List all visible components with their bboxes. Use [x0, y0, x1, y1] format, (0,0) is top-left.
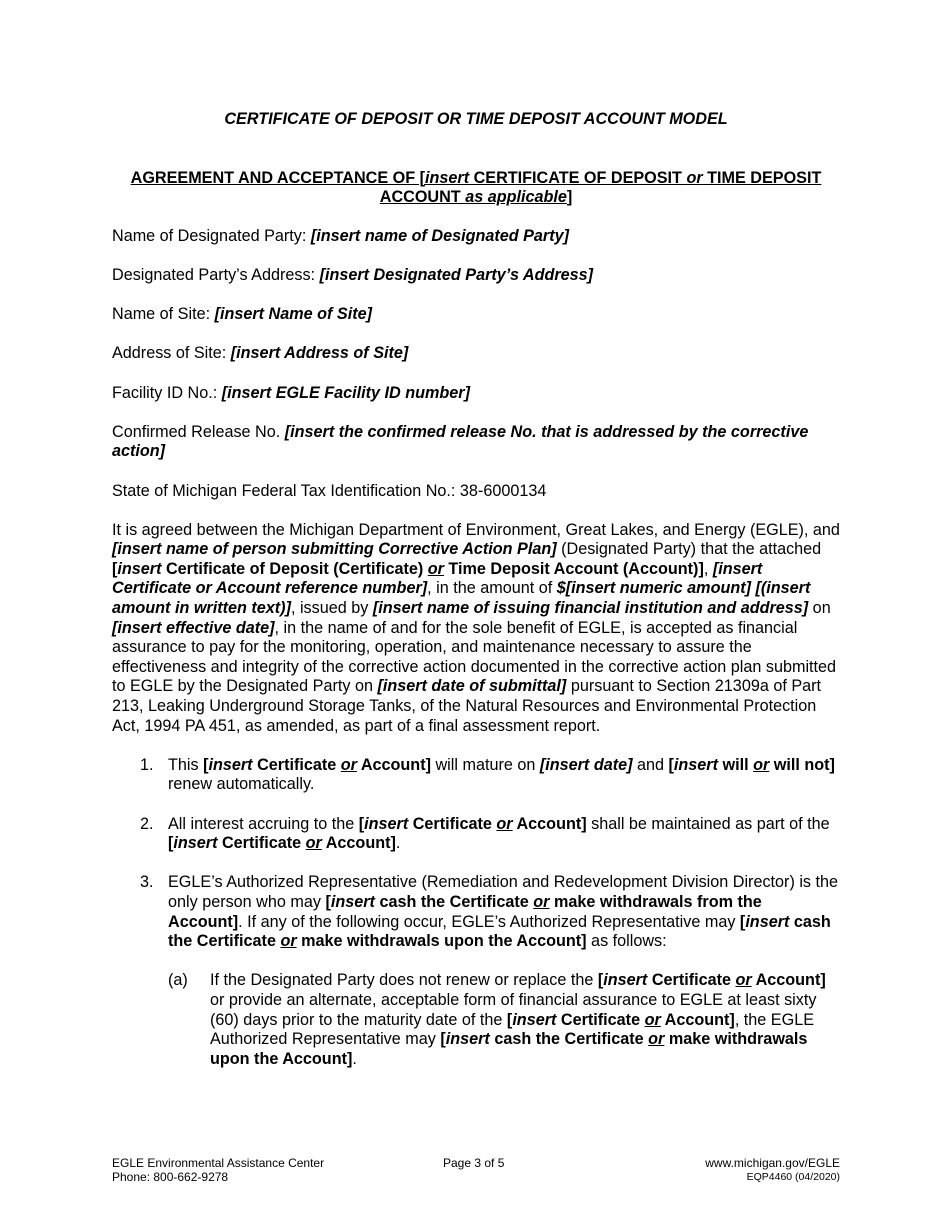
- placeholder-run: Time Deposit Account (Account)]: [443, 559, 704, 578]
- placeholder-or: or: [280, 932, 297, 951]
- placeholder-run: $[insert numeric amount] [(insert amount in written text)]: [112, 579, 811, 618]
- site-address-field: [112, 344, 840, 364]
- placeholder-run: [insert date]: [539, 755, 633, 774]
- list-item-1: [112, 756, 840, 795]
- placeholder-run: insert: [603, 971, 648, 990]
- placeholder-run: [: [112, 559, 118, 578]
- placeholder-run: insert: [330, 892, 375, 911]
- list-number: 1.: [140, 755, 154, 774]
- placeholder-run: Certificate: [408, 814, 497, 833]
- placeholder-run: Account]: [356, 755, 431, 774]
- agreement-heading: [112, 169, 840, 208]
- text-run: , in the amount of: [427, 579, 557, 598]
- field-placeholder: [insert the confirmed release No. that is addressed by the corrective action]: [112, 422, 809, 461]
- placeholder-run: Account]: [751, 971, 826, 990]
- field-placeholder: [insert Address of Site]: [230, 344, 409, 363]
- placeholder-run: [: [203, 755, 209, 774]
- tax-id-field: State of Michigan Federal Tax Identification No.: 38-6000134: [112, 481, 547, 500]
- document-page: [112, 110, 840, 1069]
- placeholder-or: or: [644, 1010, 661, 1029]
- placeholder-run: [: [168, 834, 174, 853]
- placeholder-run: [insert effective date]: [112, 618, 275, 637]
- text-run: All interest accruing to the: [168, 814, 359, 833]
- placeholder-run: [insert name of issuing financial institution and address]: [372, 599, 809, 618]
- agreement-heading-part: AGREEMENT AND ACCEPTANCE OF [: [130, 168, 425, 187]
- text-run: , the EGLE Authorized Representative may: [210, 1010, 814, 1049]
- placeholder-run: Account]: [512, 814, 587, 833]
- text-run: as follows:: [586, 932, 667, 951]
- placeholder-run: [insert date of submittal]: [377, 677, 567, 696]
- text-run: .: [352, 1049, 357, 1068]
- field-placeholder: [insert name of Designated Party]: [310, 226, 570, 245]
- text-run: , issued by: [290, 599, 373, 618]
- placeholder-run: Certificate: [217, 834, 306, 853]
- designated-party-field: [112, 227, 840, 247]
- text-run: This: [168, 755, 204, 774]
- placeholder-run: Certificate of Deposit (Certificate): [161, 559, 428, 578]
- placeholder-run: [: [668, 755, 674, 774]
- text-run: pursuant to Section 21309a of Part 213, Leaking Underground Storage Tanks, of the Natural Resources and Environmental Protection Act, 1994 PA 451, as amended, as part of a final assessment report.: [112, 677, 822, 735]
- footer-right: [705, 1156, 840, 1184]
- sub-item-label: (a): [168, 971, 188, 990]
- text-run: on: [808, 599, 831, 618]
- placeholder-run: Account]: [321, 834, 396, 853]
- facility-id-field: [112, 384, 840, 404]
- placeholder-run: [: [325, 892, 331, 911]
- text-run: renew automatically.: [168, 775, 315, 794]
- placeholder-or: or: [533, 892, 550, 911]
- placeholder-run: cash the Certificate: [168, 912, 831, 951]
- site-name-field: [112, 305, 840, 325]
- designated-party-address-field: [112, 266, 840, 286]
- footer-form-id: EQP4460 (04/2020): [746, 1171, 840, 1183]
- placeholder-run: [: [739, 912, 746, 931]
- list-number: 3.: [140, 873, 154, 892]
- placeholder-or: or: [305, 834, 322, 853]
- field-placeholder: [insert EGLE Facility ID number]: [221, 383, 470, 402]
- text-run: .: [395, 834, 401, 853]
- placeholder-run: insert: [173, 834, 218, 853]
- document-title: CERTIFICATE OF DEPOSIT OR TIME DEPOSIT ACCOUNT MODEL: [224, 110, 728, 128]
- agreement-heading-insert: insert: [425, 168, 470, 187]
- placeholder-or: or: [735, 971, 752, 990]
- sub-item-a: [112, 971, 840, 1069]
- placeholder-run: Certificate: [556, 1010, 645, 1029]
- placeholder-run: Account]: [660, 1010, 735, 1029]
- text-run: . If any of the following occur, EGLE’s Authorized Representative may: [238, 912, 740, 931]
- agreement-heading-part: CERTIFICATE OF DEPOSIT: [469, 168, 687, 187]
- field-label: Facility ID No.:: [112, 383, 222, 402]
- field-label: Name of Designated Party:: [112, 226, 311, 245]
- agreement-paragraph: [112, 521, 840, 737]
- text-run: It is agreed between the Michigan Department of Environment, Great Lakes, and Energy (EGLE), and: [112, 520, 840, 539]
- text-run: EGLE’s Authorized Representative (Remediation and Redevelopment Division Director) is the only person who may: [168, 873, 839, 911]
- footer-page-number: Page 3 of 5: [443, 1156, 505, 1170]
- placeholder-run: insert: [512, 1010, 557, 1029]
- numbered-list: [112, 756, 840, 952]
- list-number: 2.: [140, 814, 154, 833]
- list-item-3: [112, 873, 840, 951]
- placeholder-run: insert: [445, 1030, 490, 1049]
- placeholder-run: Certificate: [647, 971, 736, 990]
- footer-website: www.michigan.gov/EGLE: [705, 1156, 840, 1170]
- placeholder-run: [: [597, 971, 604, 990]
- list-item-2: [112, 815, 840, 854]
- text-run: will mature on: [430, 755, 540, 774]
- placeholder-run: make withdrawals upon the Account]: [210, 1030, 808, 1068]
- text-run: If the Designated Party does not renew or replace the: [210, 971, 598, 990]
- agreement-heading-part: TIME DEPOSIT ACCOUNT: [379, 168, 822, 207]
- field-label: Address of Site:: [112, 344, 231, 363]
- field-label: Designated Party’s Address:: [112, 265, 320, 284]
- footer-left: [112, 1156, 324, 1184]
- placeholder-run: will not]: [769, 755, 835, 774]
- placeholder-or: or: [496, 814, 513, 833]
- placeholder-run: will: [718, 755, 754, 774]
- text-run: , in the name of and for the sole benefit of EGLE, is accepted as financial assurance to pay for the monitoring, operation, and maintenance necessary to assure the effectiveness and integrity of the corrective action documented in the corrective action plan submitted to EGLE by the Designated Party on: [112, 618, 837, 696]
- field-label: Name of Site:: [112, 305, 215, 324]
- placeholder-run: cash the Certificate: [489, 1030, 649, 1049]
- placeholder-run: [: [440, 1030, 446, 1049]
- placeholder-or: or: [427, 559, 444, 578]
- field-placeholder: [insert Name of Site]: [214, 305, 372, 324]
- confirmed-release-field: [112, 423, 840, 462]
- placeholder-run: insert: [117, 559, 162, 578]
- text-run: and: [632, 755, 669, 774]
- placeholder-run: [insert Certificate or Account reference number]: [112, 559, 763, 598]
- placeholder-or: or: [340, 755, 357, 774]
- placeholder-run: make withdrawals upon the Account]: [296, 932, 587, 951]
- placeholder-run: [: [506, 1010, 513, 1029]
- field-label: Confirmed Release No.: [112, 422, 285, 441]
- placeholder-run: insert: [745, 912, 790, 931]
- agreement-heading-as-applicable: as applicable: [465, 188, 567, 207]
- placeholder-run: insert: [673, 755, 718, 774]
- placeholder-run: make withdrawals from the Account]: [168, 892, 762, 931]
- placeholder-or: or: [648, 1030, 665, 1049]
- placeholder-run: [insert name of person submitting Corrective Action Plan]: [112, 540, 557, 559]
- text-run: or provide an alternate, acceptable form of financial assurance to EGLE at least sixty (60) days prior to the maturity date of the: [210, 990, 817, 1029]
- placeholder-run: [: [358, 814, 365, 833]
- footer-org: EGLE Environmental Assistance Center: [112, 1156, 325, 1170]
- footer-phone: Phone: 800-662-9278: [112, 1170, 229, 1184]
- text-run: (Designated Party) that the attached: [556, 540, 822, 559]
- placeholder-or: or: [753, 755, 770, 774]
- text-run: shall be maintained as part of the: [586, 814, 830, 833]
- field-placeholder: [insert Designated Party’s Address]: [319, 265, 594, 284]
- placeholder-run: Certificate: [252, 755, 341, 774]
- placeholder-run: insert: [364, 814, 409, 833]
- agreement-heading-or: or: [686, 168, 703, 187]
- agreement-heading-part: ]: [566, 188, 573, 207]
- text-run: ,: [703, 559, 713, 578]
- placeholder-run: cash the Certificate: [374, 892, 534, 911]
- placeholder-run: insert: [208, 755, 253, 774]
